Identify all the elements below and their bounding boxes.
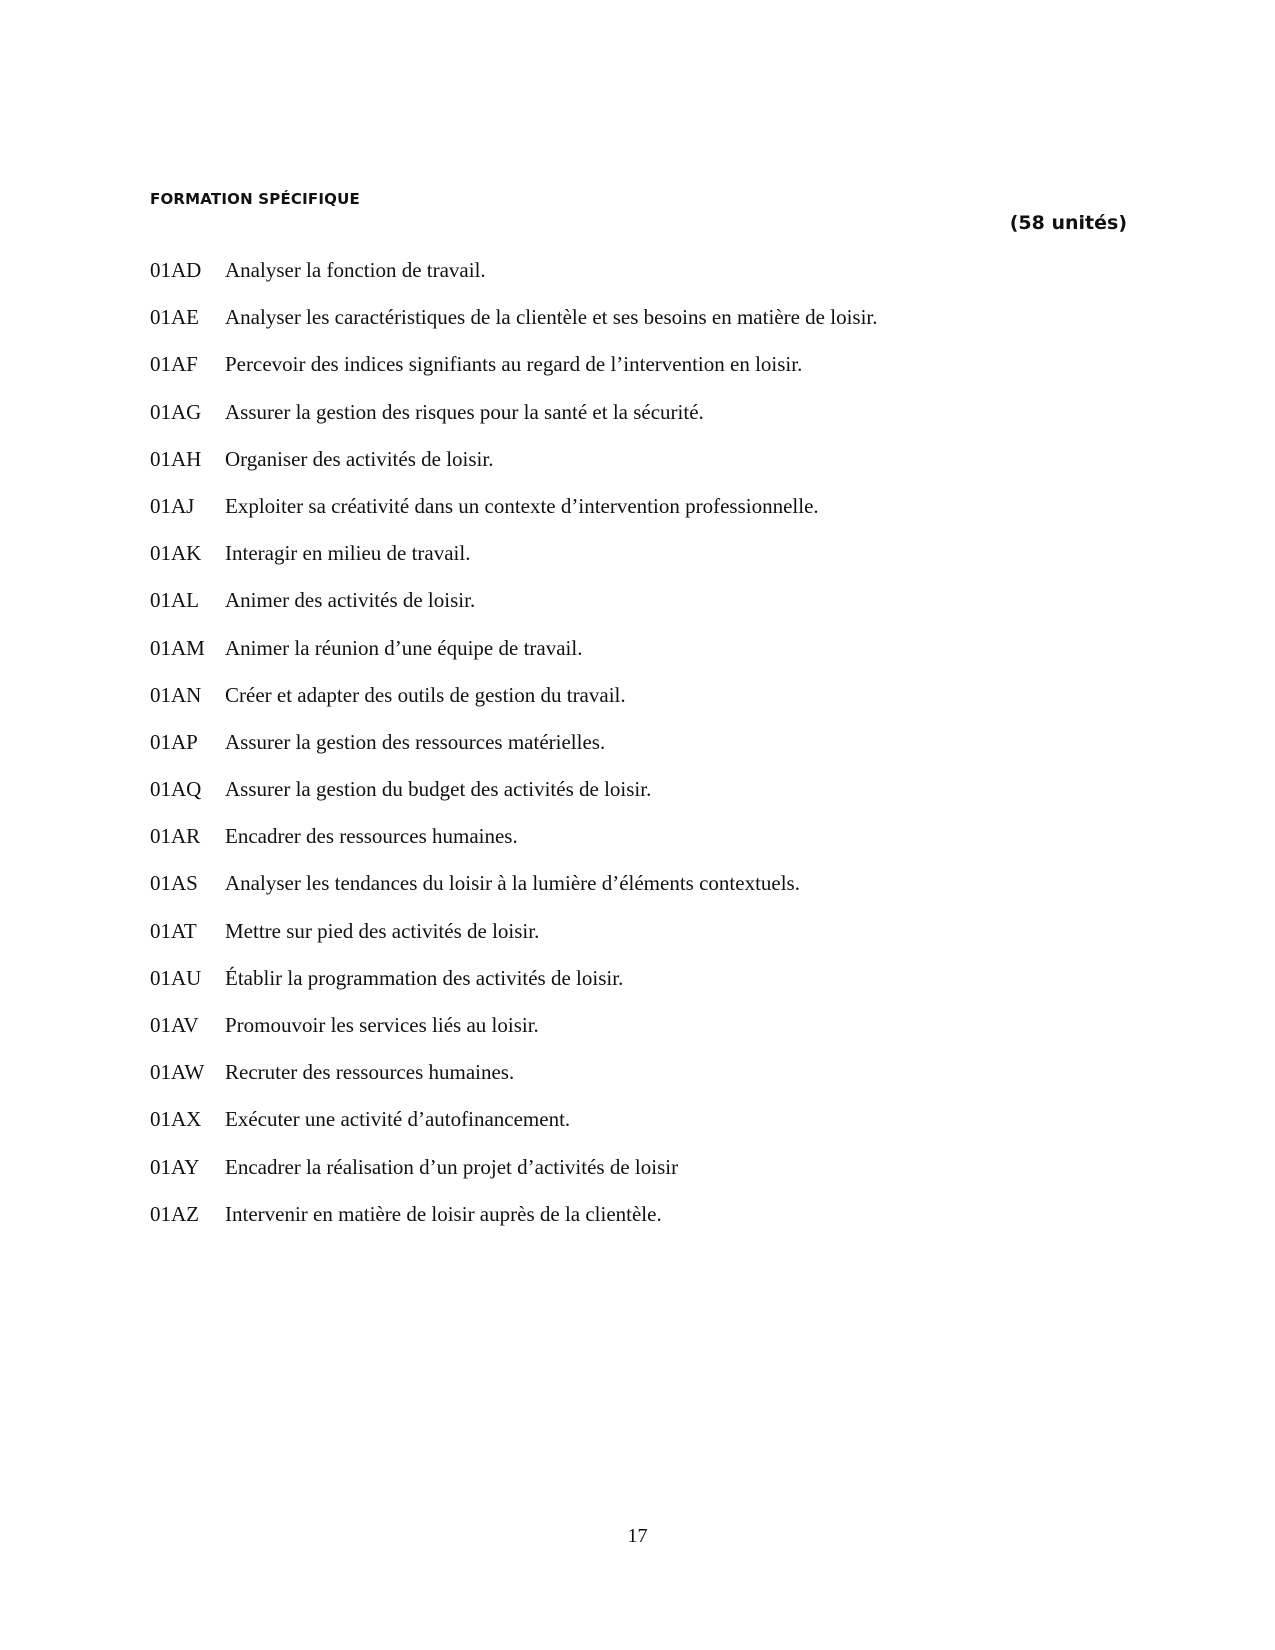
competency-description: Animer la réunion d’une équipe de travail. (225, 635, 583, 660)
list-item (150, 919, 878, 966)
competency-description: Assurer la gestion des ressources matérielles. (225, 729, 606, 754)
competency-code: 01AH (150, 446, 202, 471)
competency-description: Assurer la gestion du budget des activités de loisir. (225, 777, 652, 802)
competency-code: 01AN (150, 682, 202, 707)
competency-description: Encadrer des ressources humaines. (225, 824, 518, 849)
competency-description: Analyser les tendances du loisir à la lumière d’éléments contextuels. (225, 871, 800, 896)
competency-description: Animer des activités de loisir. (225, 588, 476, 613)
competency-description: Percevoir des indices signifiants au regard de l’intervention en loisir. (225, 352, 803, 377)
competency-code: 01AL (150, 588, 199, 613)
list-item (150, 777, 878, 824)
list-item (150, 730, 878, 777)
competency-description: Promouvoir les services liés au loisir. (225, 1013, 539, 1037)
competency-code: 01AW (150, 1060, 205, 1085)
list-item (150, 494, 878, 541)
section-title: FORMATION SPÉCIFIQUE (150, 190, 360, 208)
list-item (150, 871, 878, 918)
list-item (150, 824, 878, 871)
competency-description: Établir la programmation des activités de loisir. (225, 965, 624, 990)
competency-code: 01AK (150, 541, 202, 566)
competency-code: 01AS (150, 871, 198, 896)
competency-description: Intervenir en matière de loisir auprès de la clientèle. (225, 1201, 662, 1226)
competency-description: Interagir en milieu de travail. (225, 541, 471, 566)
competency-description: Mettre sur pied des activités de loisir. (225, 918, 540, 943)
list-item (150, 400, 878, 447)
competency-description: Exécuter une activité d’autofinancement. (225, 1107, 571, 1132)
competency-description: Exploiter sa créativité dans un contexte d’intervention professionnelle. (225, 493, 819, 518)
competency-description: Analyser les caractéristiques de la clientèle et ses besoins en matière de loisir. (225, 305, 878, 330)
list-item (150, 683, 878, 730)
competency-code: 01AZ (150, 1201, 199, 1226)
section-units: (58 unités) (1009, 212, 1127, 234)
competency-code: 01AY (150, 1154, 200, 1179)
list-item (150, 636, 878, 683)
list-item (150, 352, 878, 399)
list-item (150, 541, 878, 588)
competency-description: Analyser la fonction de travail. (225, 258, 486, 282)
competency-description: Créer et adapter des outils de gestion du travail. (225, 682, 626, 707)
list-item (150, 966, 878, 1013)
competency-code: 01AJ (150, 493, 195, 518)
competency-code: 01AQ (150, 777, 202, 802)
competency-description: Assurer la gestion des risques pour la santé et la sécurité. (225, 399, 704, 424)
competency-code: 01AP (150, 729, 198, 754)
competency-code: 01AG (150, 399, 202, 424)
competency-description: Organiser des activités de loisir. (225, 446, 494, 471)
competency-code: 01AF (150, 352, 198, 377)
list-item (150, 305, 878, 352)
list-item (150, 1202, 878, 1249)
competency-description: Encadrer la réalisation d’un projet d’activités de loisir (225, 1154, 679, 1179)
competency-code: 01AX (150, 1107, 202, 1132)
competency-code: 01AU (150, 965, 202, 990)
list-item (150, 1013, 878, 1060)
list-item (150, 588, 878, 635)
list-item (150, 1107, 878, 1154)
competency-code: 01AE (150, 305, 199, 330)
competency-code: 01AV (150, 1013, 199, 1037)
competency-code: 01AR (150, 824, 201, 849)
list-item (150, 1155, 878, 1202)
page-number: 17 (627, 1525, 648, 1547)
list-item (150, 447, 878, 494)
competency-code: 01AM (150, 635, 205, 660)
competency-list (150, 258, 878, 1249)
competency-code: 01AT (150, 918, 197, 943)
list-item (150, 1060, 878, 1107)
list-item (150, 258, 878, 305)
competency-description: Recruter des ressources humaines. (225, 1060, 515, 1085)
competency-code: 01AD (150, 258, 202, 282)
